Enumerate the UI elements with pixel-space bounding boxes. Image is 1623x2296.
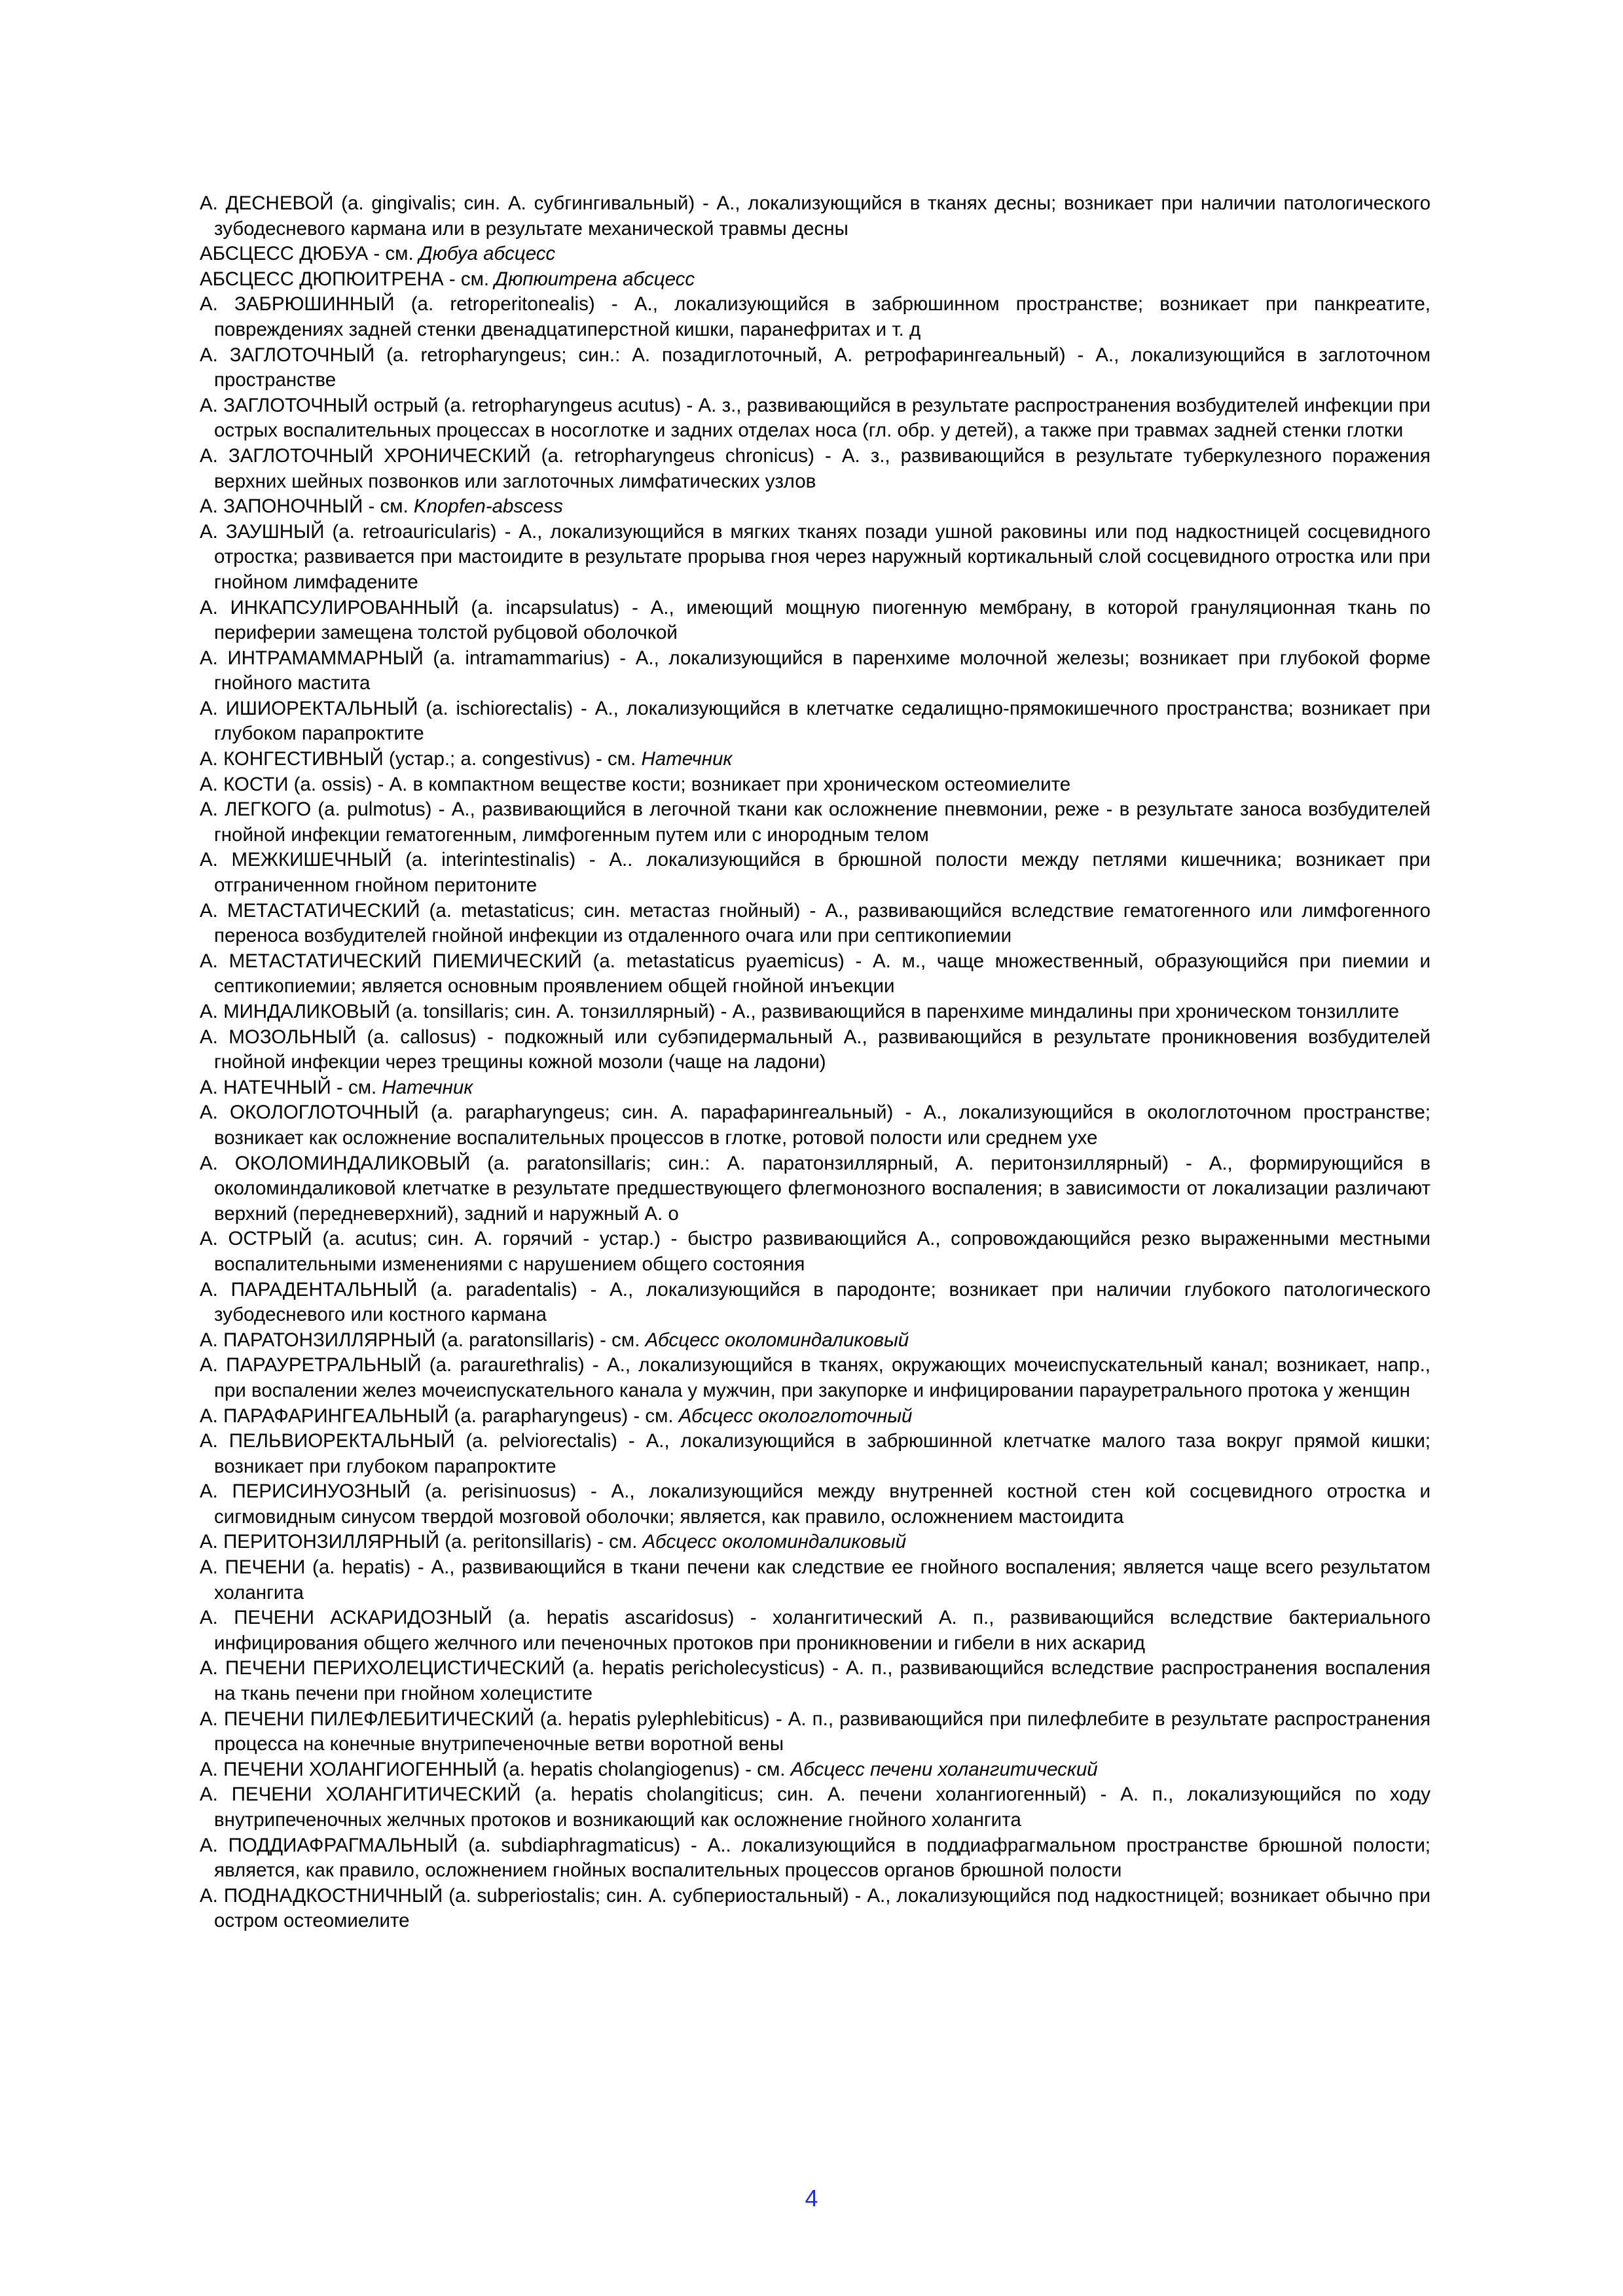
- entry-22: А. ОКОЛОМИНДАЛИКОВЫЙ (a. paratonsillaris; син.: А. паратонзиллярный, А. перитонзиллярный) - А., формирующийся в околоминдаликовой клетчатке в результате предшествующего флегмонозного воспаления; в зависимости от локализации различают верхний (передневерхний), задний и наружный А. о: [200, 1152, 1431, 1225]
- entry-2: АБСЦЕСС ДЮПЮИТРЕНА - см. Дюпюитрена абсцесс: [200, 268, 695, 290]
- entry-24: А. ПАРАДЕНТАЛЬНЫЙ (a. paradentalis) - А., локализующийся в пародонте; возникает при наличии глубокого патологического зубодесневого или костного кармана: [200, 1278, 1431, 1326]
- dictionary-page: [200, 191, 1431, 1934]
- entry-9: А. ИНКАПСУЛИРОВАННЫЙ (a. incapsulatus) - А., имеющий мощную пиогенную мембрану, в которой грануляционная ткань по периферии замещена толстой рубцовой оболочкой: [200, 596, 1431, 644]
- entry-29: А. ПЕРИСИНУОЗНЫЙ (a. perisinuosus) - А., локализующийся между внутренней костной стен кой сосцевидного отростка и сигмовидным синусом твердой мозговой оболочки; является, как правило, осложнением мастоидита: [200, 1480, 1431, 1528]
- entry-32: А. ПЕЧЕНИ АСКАРИДОЗНЫЙ (a. hepatis ascaridosus) - холангитический А. п., развивающийся вследствие бактериального инфицирования общего желчного или печеночных протоков при проникновении и гибели в них аскарид: [200, 1607, 1431, 1654]
- entry-23: А. ОСТРЫЙ (a. acutus; син. А. горячий - устар.) - быстро развивающийся А., сопровождающийся резко выраженными местными воспалительными изменениями с нарушением общего состояния: [200, 1228, 1431, 1275]
- entry-21: А. ОКОЛОГЛОТОЧНЫЙ (a. parapharyngeus; син. А. парафарингеальный) - А., локализующийся в окологлоточном пространстве; возникает как осложнение воспалительных процессов в глотке, ротовой полости или среднем ухе: [200, 1102, 1431, 1149]
- entry-13: А. КОСТИ (a. ossis) - А. в компактном веществе кости; возникает при хроническом остеомиелите: [200, 773, 1071, 795]
- entry-30: А. ПЕРИТОНЗИЛЛЯРНЫЙ (a. peritonsillaris) - см. Абсцесс околоминдаликовый: [200, 1531, 907, 1553]
- entry-4: А. ЗАГЛОТОЧНЫЙ (a. retropharyngeus; син.: А. позадиглоточный, А. ретрофарингеальный) - А., локализующийся в заглоточном пространстве: [200, 344, 1431, 391]
- entry-3: А. ЗАБРЮШИННЫЙ (a. retroperitonealis) - А., локализующийся в забрюшинном пространстве; возникает при панкреатите, повреждениях задней стенки двенадцатиперстной кишки, паранефритах и т. д: [200, 293, 1431, 340]
- entry-26: А. ПАРАУРЕТРАЛЬНЫЙ (a. paraurethralis) - А., локализующийся в тканях, окружающих мочеиспускательный канал; возникает, напр., при воспалении желез мочеиспускательного канала у мужчин, при закупорке и инфицировании парауретрального протока у женщин: [200, 1354, 1431, 1401]
- entry-18: А. МИНДАЛИКОВЫЙ (a. tonsillaris; син. А. тонзиллярный) - А., развивающийся в паренхиме миндалины при хроническом тонзиллите: [200, 1001, 1400, 1022]
- entry-0: А. ДЕСНЕВОЙ (a. gingivalis; син. А. субгингивальный) - А., локализующийся в тканях десны; возникает при наличии патологического зубодесневого кармана или в результате механической травмы десны: [200, 192, 1431, 240]
- entry-1: АБСЦЕСС ДЮБУА - см. Дюбуа абсцесс: [200, 243, 556, 265]
- entry-10: А. ИНТРАМАММАРНЫЙ (a. intramammarius) - А., локализующийся в паренхиме молочной железы; возникает при глубокой форме гнойного мастита: [200, 647, 1431, 694]
- page-number: 4: [805, 2185, 818, 2212]
- entry-33: А. ПЕЧЕНИ ПЕРИХОЛЕЦИСТИЧЕСКИЙ (a. hepatis pericholecysticus) - А. п., развивающийся вследствие распространения воспаления на ткань печени при гнойном холецистите: [200, 1657, 1431, 1705]
- entry-6: А. ЗАГЛОТОЧНЫЙ ХРОНИЧЕСКИЙ (a. retropharyngeus chronicus) - А. з., развивающийся в результате туберкулезного поражения верхних шейных позвонков или заглоточных лимфатических узлов: [200, 444, 1431, 492]
- entry-17: А. МЕТАСТАТИЧЕСКИЙ ПИЕМИЧЕСКИЙ (a. metastaticus pyaemicus) - А. м., чаще множественный, образующийся при пиемии и септикопиемии; является основным проявлением общей гнойной инъекции: [200, 950, 1431, 997]
- entry-14: А. ЛЕГКОГО (a. pulmotus) - А., развивающийся в легочной ткани как осложнение пневмонии, реже - в результате заноса возбудителей гнойной инфекции гематогенным, лимфогенным путем или с инородным телом: [200, 798, 1431, 846]
- entry-34: А. ПЕЧЕНИ ПИЛЕФЛЕБИТИЧЕСКИЙ (a. hepatis pylephlebiticus) - А. п., развивающийся при пилефлебите в результате распространения процесса на конечные внутрипеченочные ветви воротной вены: [200, 1708, 1431, 1755]
- entry-11: А. ИШИОРЕКТАЛЬНЫЙ (a. ischiorectalis) - А., локализующийся в клетчатке седалищно-прямокишечного пространства; возникает при глубоком парапроктите: [200, 697, 1431, 745]
- entry-8: А. ЗАУШНЫЙ (a. retroauricularis) - А., локализующийся в мягких тканях позади ушной раковины или под надкостницей сосцевидного отростка; развивается при мастоидите в результате прорыва гноя через наружный кортикальный слой сосцевидного отростка или при гнойном лимфадените: [200, 520, 1431, 593]
- entry-27: А. ПАРАФАРИНГЕАЛЬНЫЙ (a. parapharyngeus) - см. Абсцесс окологлоточный: [200, 1405, 913, 1427]
- entry-5: А. ЗАГЛОТОЧНЫЙ острый (a. retropharyngeus acutus) - А. з., развивающийся в результате распространения возбудителей инфекции при острых воспалительных процессах в носоглотке и задних отделах носа (гл. обр. у детей), а также при травмах задней стенки глотки: [200, 394, 1431, 442]
- entry-7: А. ЗАПОНОЧНЫЙ - см. Knopfen-abscess: [200, 495, 563, 518]
- entry-37: А. ПОДДИАФРАГМАЛЬНЫЙ (a. subdiaphragmaticus) - А.. локализующийся в поддиафрагмальном пространстве брюшной полости; является, как правило, осложнением гнойных воспалительных процессов органов брюшной полости: [200, 1834, 1431, 1882]
- entry-12: А. КОНГЕСТИВНЫЙ (устар.; a. congestivus) - см. Натечник: [200, 748, 733, 770]
- entry-35: А. ПЕЧЕНИ ХОЛАНГИОГЕННЫЙ (a. hepatis cholangiogenus) - см. Абсцесс печени холангитический: [200, 1758, 1098, 1780]
- entry-19: А. МОЗОЛЬНЫЙ (a. callosus) - подкожный или субэпидермальный А., развивающийся в результате проникновения возбудителей гнойной инфекции через трещины кожной мозоли (чаще на ладони): [200, 1026, 1431, 1073]
- entry-38: А. ПОДНАДКОСТНИЧНЫЙ (a. subperiostalis; син. А. субпериостальный) - А., локализующийся под надкостницей; возникает обычно при остром остеомиелите: [200, 1884, 1431, 1932]
- entry-25: А. ПАРАТОНЗИЛЛЯРНЫЙ (a. paratonsillaris) - см. Абсцесс околоминдаликовый: [200, 1329, 909, 1351]
- entry-31: А. ПЕЧЕНИ (a. hepatis) - А., развивающийся в ткани печени как следствие ее гнойного воспаления; является чаще всего результатом холангита: [200, 1556, 1431, 1604]
- entry-20: А. НАТЕЧНЫЙ - см. Натечник: [200, 1076, 473, 1098]
- entry-16: А. МЕТАСТАТИЧЕСКИЙ (a. metastaticus; син. метастаз гнойный) - А., развивающийся вследствие гематогенного или лимфогенного переноса возбудителей гнойной инфекции из отдаленного очага или при септикопиемии: [200, 899, 1431, 947]
- entry-28: А. ПЕЛЬВИОРЕКТАЛЬНЫЙ (a. pelviorectalis) - А., локализующийся в забрюшинной клетчатке малого таза вокруг прямой кишки; возникает при глубоком парапроктите: [200, 1430, 1431, 1477]
- entry-15: А. МЕЖКИШЕЧНЫЙ (a. interintestinalis) - А.. локализующийся в брюшной полости между петлями кишечника; возникает при отграниченном гнойном перитоните: [200, 849, 1431, 897]
- entry-36: А. ПЕЧЕНИ ХОЛАНГИТИЧЕСКИЙ (a. hepatis cholangiticus; син. А. печени холангиогенный) - А. п., локализующийся по ходу внутрипеченочных желчных протоков и возникающий как осложнение гнойного холангита: [200, 1784, 1431, 1831]
